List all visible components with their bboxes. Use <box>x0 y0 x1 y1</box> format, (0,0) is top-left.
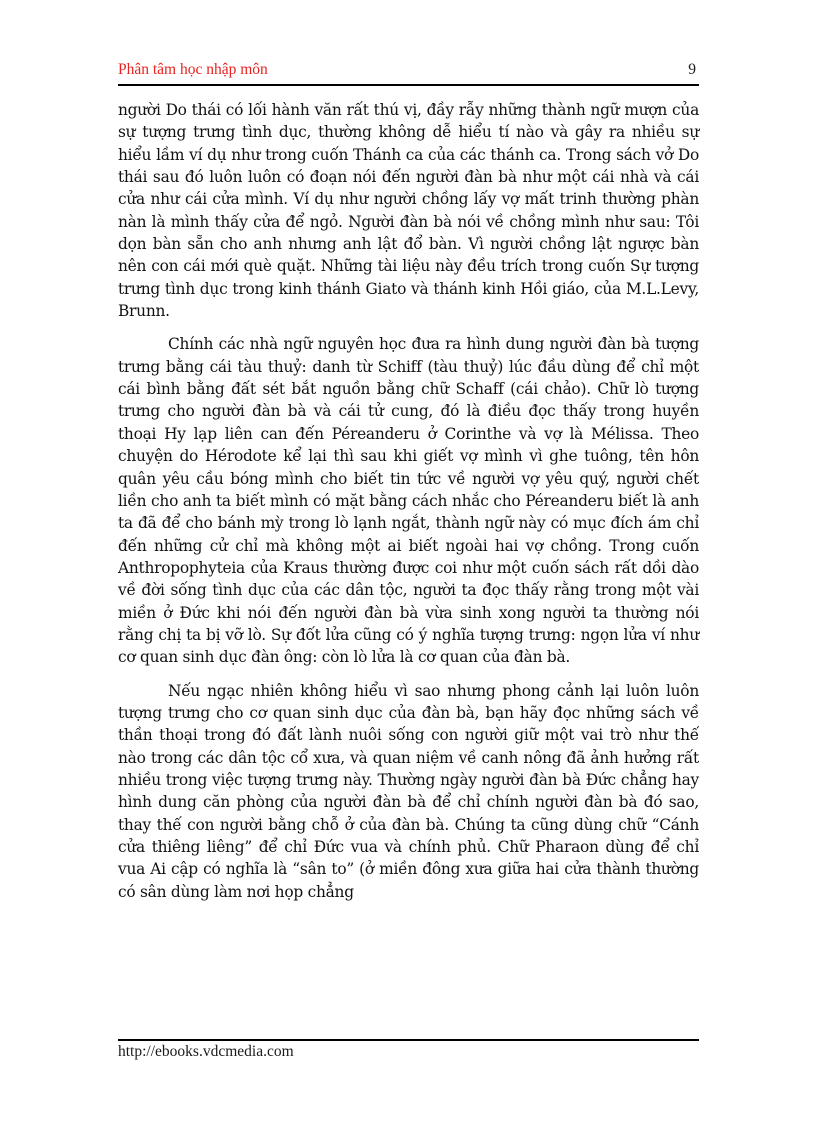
page-body <box>118 99 699 914</box>
page-header <box>118 61 698 83</box>
paragraph: Nếu ngạc nhiên không hiểu vì sao nhưng phong cảnh lại luôn luôn tượng trưng cho cơ quan sinh dục của đàn bà, bạn hãy đọc những sách về thần thoại trong đó đất lành nuôi sống con người giữ một vai trò như thế nào trong các dân tộc cổ xưa, và quan niệm về canh nông đã ảnh hưởng rất nhiều trong việc tượng trưng này. Thường ngày người đàn bà Đức chẳng hay hình dung căn phòng của người đàn bà để chỉ chính người đàn bà đó sao, thay thế con người bằng chỗ ở của đàn bà. Chúng ta cũng dùng chữ “Cánh cửa thiêng liêng” để chỉ Đức vua và chính phủ. Chữ Pharaon dùng để chỉ vua Ai cập có nghĩa là “sân to” (ở miền đông xưa giữa hai cửa thành thường có sân dùng làm nơi họp chẳng <box>118 681 699 901</box>
paragraph: Chính các nhà ngữ nguyên học đưa ra hình dung người đàn bà tượng trưng bằng cái tàu thuỷ: danh từ Schiff (tàu thuỷ) lúc đầu dùng để chỉ một cái bình bằng đất sét bắt nguồn bằng chữ Schaff (cái chảo). Chữ lò tượng trưng cho người đàn bà và cái tử cung, đó là điều đọc thấy trong huyền thoại Hy lạp liên can đến Péreanderu ở Corinthe và vợ là Mélissa. Theo chuyện do Hérodote kể lại thì sau khi giết vợ mình vì ghe tuông, tên hôn quân yêu cầu bóng mình cho biết tin tức về người vợ yêu quý, người chết liền cho anh ta biết mình có mặt bằng cách nhắc cho Péreanderu biết là anh ta đã để cho bánh mỳ trong lò lạnh ngắt, thành ngữ này có mục đích ám chỉ đến những cử chỉ mà không một ai biết ngoài hai vợ chồng. Trong cuốn Anthropophyteia của Kraus thường được coi như một cuốn sách rất dồi dào về đời sống tình dục của các dân tộc, người ta đọc thấy rằng trong một vài miền ở Đức khi nói đến người đàn bà vừa sinh xong người ta thường nói rằng chị ta bị vỡ lò. Sự đốt lửa cũng có ý nghĩa tượng trưng: ngọn lửa ví như cơ quan sinh dục đàn ông: còn lò lửa là cơ quan của đàn bà. <box>118 335 699 667</box>
paragraph: người Do thái có lối hành văn rất thú vị, đầy rẫy những thành ngữ mượn của sự tượng trưng tình dục, thường không dễ hiểu tí nào và gây ra nhiều sự hiểu lầm ví dụ như trong cuốn Thánh ca của các thánh ca. Trong sách vở Do thái sau đó luôn luôn có đoạn nói đến người đàn bà như một cái nhà và cái cửa như cái cửa mình. Ví dụ như người chồng lấy vợ mất trinh thường phàn nàn là mình thấy cửa để ngỏ. Người đàn bà nói về chồng mình như sau: Tôi dọn bàn sẵn cho anh nhưng anh lật đổ bàn. Vì người chồng lật ngược bàn nên con cái mới què quặt. Những tài liệu này đều trích trong cuốn Sự tượng trưng tình dục trong kinh thánh Giato và thánh kinh Hồi giáo, của M.L.Levy, Brunn. <box>118 101 699 321</box>
header-rule <box>118 84 699 86</box>
footer-rule <box>118 1039 699 1041</box>
footer-url[interactable]: http://ebooks.vdcmedia.com <box>118 1043 294 1060</box>
book-title: Phân tâm học nhập môn <box>118 61 268 78</box>
page-number: 9 <box>688 61 696 78</box>
